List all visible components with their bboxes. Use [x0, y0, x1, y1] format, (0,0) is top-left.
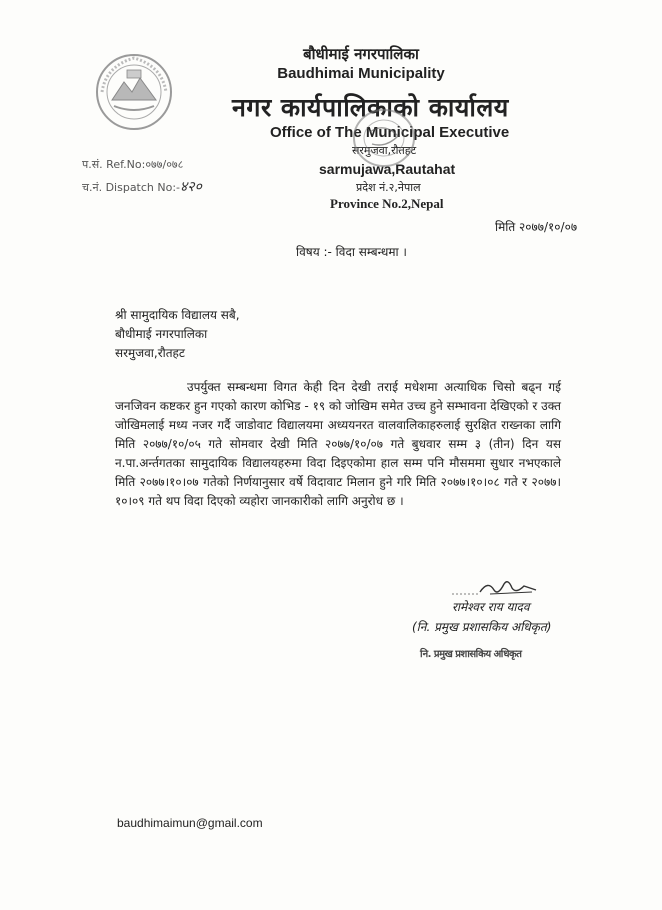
dispatch-number	[82, 177, 202, 196]
office-stamp-icon	[346, 102, 422, 174]
signatory-title: (नि. प्रमुख प्रशासकिय अधिकृत)	[412, 620, 552, 634]
office-name-np: नगर कार्यपालिकाको कार्यालय	[232, 93, 509, 122]
location-np: सरमुजवा,रौतहट	[352, 144, 417, 157]
reference-number	[82, 157, 183, 172]
addressee-line: सरमुजवा,रौतहट	[115, 346, 185, 360]
municipality-seal-icon	[94, 52, 174, 132]
reference-label: प.सं. Ref.No:	[82, 158, 146, 171]
signature-icon	[450, 578, 550, 600]
letter-date: मिति २०७७/१०/०७	[495, 220, 578, 234]
location-en: sarmujawa,Rautahat	[319, 161, 456, 177]
addressee-line: बौधीमाई नगरपालिका	[115, 327, 208, 341]
signatory-stamp: नि. प्रमुख प्रशासकिय अधिकृत	[420, 649, 522, 660]
office-name-en: Office of The Municipal Executive	[270, 124, 510, 141]
letter-subject: विषय :- विदा सम्बन्धमा ।	[296, 245, 407, 259]
province-np: प्रदेश नं.२,नेपाल	[356, 181, 421, 194]
addressee-line: श्री सामुदायिक विद्यालय सबै,	[115, 308, 240, 322]
municipality-name-en: Baudhimai Municipality	[277, 65, 445, 82]
dispatch-label: च.नं. Dispatch No:-	[82, 181, 181, 194]
reference-value: ०७७/०७८	[145, 158, 184, 171]
dispatch-value: ४२०	[180, 179, 202, 195]
signatory-name: रामेश्वर राय यादव	[452, 600, 530, 614]
province-en: Province No.2,Nepal	[330, 196, 444, 211]
contact-email: baudhimaimun@gmail.com	[117, 816, 263, 830]
municipality-name-np: बौधीमाई नगरपालिका	[303, 45, 419, 63]
letter-body: उपर्युक्त सम्बन्धमा विगत केही दिन देखी तराई मधेशमा अत्याधिक चिसो बढ्न गई जनजिवन कष्टकर हुन गएको कारण कोभिड - १९ को जोखिम समेत उच्च हुने सम्भावना देखिएको र उक्त जोखिमलाई मध्य नजर गर्दै जाडोवाट विद्यालयमा अध्ययनरत वालवालिकाहरुलाई सुरक्षित राख्नका लागि मिति २०७७/१०/०५ गते सोमवार देखी मिति २०७७/१०/०७ गते बुधवार सम्म ३ (तीन) दिन यस न.पा.अर्न्तगतका सामुदायिक विद्यालयहरुमा विदा दिइएकोमा हाल सम्म पनि मौसममा सुधार नभएकाले मिति २०७७।१०।०७ गतेको निर्णयानुसार वर्षे विदावाट मिलान हुने गरि मिति २०७७।१०।०८ गते र २०७७।१०।०९ गते थप विदा दिएको व्यहोरा जानकारीको लागि अनुरोध छ ।	[115, 380, 561, 508]
